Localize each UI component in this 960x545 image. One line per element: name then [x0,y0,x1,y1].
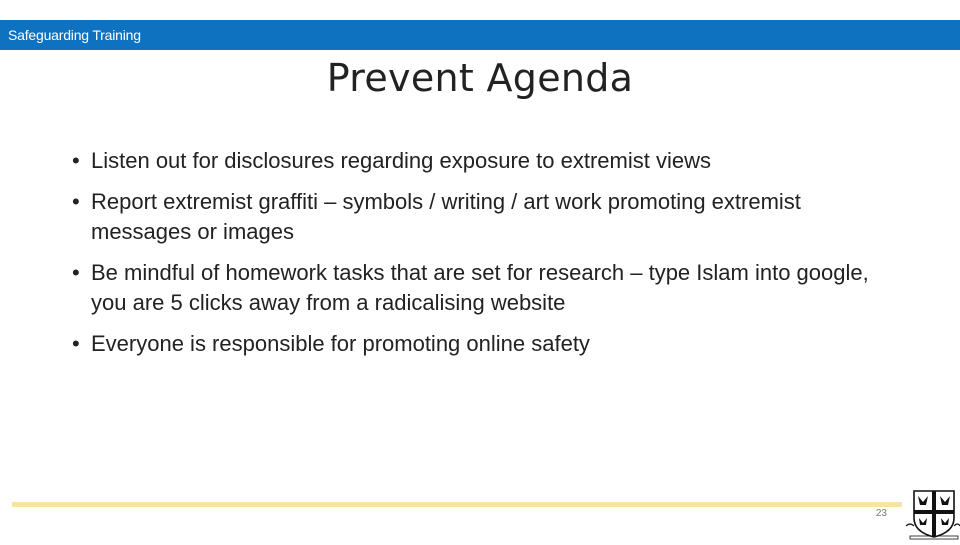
page-number: 23 [875,508,887,519]
header-label: Safeguarding Training [8,27,141,43]
bullet-text: Be mindful of homework tasks that are set for research – type Islam into google, you are 5 clicks away from a radicalising website [91,259,869,315]
bullet-text: Everyone is responsible for promoting online safety [91,330,590,356]
header-bar [0,20,960,50]
bullet-item [72,187,902,248]
bullet-marker: • [72,259,80,285]
slide-title: Prevent Agenda [326,56,634,100]
bullet-item [72,329,902,360]
school-crest-icon [904,488,960,540]
bullet-text: Report extremist graffiti – symbols / writing / art work promoting extremist messages or images [91,188,801,244]
footer-divider [12,502,902,507]
bullet-marker: • [72,148,80,173]
bullet-text: Listen out for disclosures regarding exposure to extremist views [91,148,711,173]
bullet-item [72,146,902,177]
bullet-item [72,258,902,319]
bullet-marker: • [72,330,80,356]
bullet-marker: • [72,188,80,214]
bullet-list [72,146,902,369]
